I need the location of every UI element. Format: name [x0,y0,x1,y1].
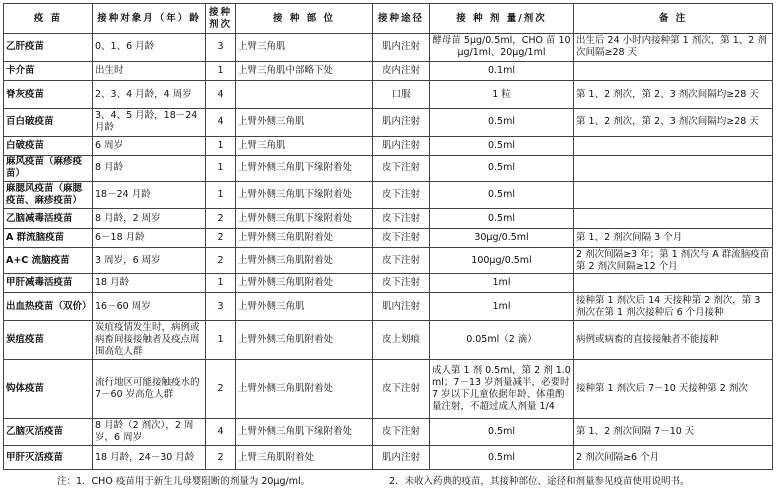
table-row [4,34,773,62]
footnote-1: 注：1．CHO 疫苗用于新生儿母婴阻断的剂量为 20μg/ml。 [57,476,311,487]
site-cell: 上臂外侧三角肌下缘附着处 [236,209,373,228]
site-cell: 上臂三角肌 [236,136,373,155]
amount-cell: 0.05ml（2 滴） [430,321,574,360]
notes-cell: 第 1、2 剂次间隔 3 个月 [574,228,773,247]
header-age: 接种对象月（年）龄 [93,4,206,34]
site-cell: 上臂外侧三角肌附着处 [236,360,373,418]
table-row [4,273,773,292]
notes-cell [574,209,773,228]
age-cell: 8 月龄 [93,156,206,182]
site-cell: 上臂外侧三角肌附着处 [236,248,373,274]
table-row [4,418,773,446]
table-row [4,181,773,209]
doses-cell: 1 [206,273,236,292]
age-cell: 18－24 月龄 [93,181,206,209]
amount-cell: 1ml [430,273,574,292]
route-cell: 皮内注射 [373,61,430,80]
site-cell: 上臂外侧三角肌 [236,293,373,321]
route-cell: 口服 [373,81,430,109]
vaccine-cell: 脊灰疫苗 [4,81,93,109]
age-cell: 18 月龄，24－30 月龄 [93,446,206,470]
notes-cell: 接种第 1 剂次后 14 天接种第 2 剂次，第 3 剂次在第 1 剂次接种后 6 个月接种 [574,293,773,321]
doses-cell: 4 [206,418,236,446]
site-cell [236,81,373,109]
site-cell: 上臂三角肌中部略下处 [236,61,373,80]
amount-cell: 30μg/0.5ml [430,228,574,247]
age-cell: 3 周岁，6 周岁 [93,248,206,274]
doses-cell: 4 [206,81,236,109]
notes-cell: 2 剂次间隔≥3 年；第 1 剂次与 A 群流脑疫苗第 2 剂次间隔≥12 个月 [574,248,773,274]
footnotes [0,473,776,491]
table-row [4,156,773,182]
route-cell: 皮下注射 [373,228,430,247]
route-cell: 皮下注射 [373,418,430,446]
amount-cell: 0.1ml [430,61,574,80]
site-cell: 上臂外侧三角肌附着处 [236,321,373,360]
notes-cell: 接种第 1 剂次后 7－10 天接种第 2 剂次 [574,360,773,418]
vaccine-cell: 乙脑灭活疫苗 [4,418,93,446]
doses-cell: 1 [206,321,236,360]
table-row [4,108,773,136]
vaccine-cell: 钩体疫苗 [4,360,93,418]
header-row [4,4,773,34]
site-cell: 上臂外侧三角肌附着处 [236,273,373,292]
age-cell: 炭疽疫情发生时，病例或病畜间接接触者及疫点周围高危人群 [93,321,206,360]
doses-cell: 1 [206,156,236,182]
vaccine-cell: 白破疫苗 [4,136,93,155]
table-row [4,228,773,247]
notes-cell: 第 1、2 剂次，第 2、3 剂次间隔均≥28 天 [574,81,773,109]
amount-cell: 0.5ml [430,418,574,446]
notes-cell [574,61,773,80]
notes-cell: 第 1、2 剂次，第 2、3 剂次间隔均≥28 天 [574,108,773,136]
notes-cell [574,136,773,155]
amount-cell: 0.5ml [430,136,574,155]
notes-cell [574,156,773,182]
route-cell: 皮下注射 [373,360,430,418]
route-cell: 皮上划痕 [373,321,430,360]
header-vaccine: 疫 苗 [4,4,93,34]
vaccine-cell: 甲肝灭活疫苗 [4,446,93,470]
age-cell: 0、1、6 月龄 [93,34,206,62]
vaccine-cell: A 群流脑疫苗 [4,228,93,247]
amount-cell: 酵母苗 5μg/0.5ml，CHO 苗 10μg/1ml、20μg/1ml [430,34,574,62]
vaccine-cell: 甲肝减毒活疫苗 [4,273,93,292]
amount-cell: 0.5ml [430,108,574,136]
doses-cell: 1 [206,61,236,80]
age-cell: 流行地区可能接触疫水的 7－60 岁高危人群 [93,360,206,418]
route-cell: 皮下注射 [373,156,430,182]
vaccine-cell: 乙肝疫苗 [4,34,93,62]
route-cell: 肌内注射 [373,108,430,136]
route-cell: 肌内注射 [373,34,430,62]
age-cell: 出生时 [93,61,206,80]
header-doses: 接种剂次 [206,4,236,34]
amount-cell: 1ml [430,293,574,321]
age-cell: 6 周岁 [93,136,206,155]
table-row [4,248,773,274]
doses-cell: 3 [206,34,236,62]
site-cell: 上臂三角肌 [236,34,373,62]
vaccine-cell: A+C 流脑疫苗 [4,248,93,274]
vaccine-cell: 炭疽疫苗 [4,321,93,360]
age-cell: 8 月龄，2 周岁 [93,209,206,228]
route-cell: 皮下注射 [373,273,430,292]
amount-cell: 100μg/0.5ml [430,248,574,274]
vaccine-cell: 出血热疫苗（双价） [4,293,93,321]
table-row [4,61,773,80]
amount-cell: 1 粒 [430,81,574,109]
doses-cell: 2 [206,360,236,418]
site-cell: 上臂外侧三角肌下缘附着处 [236,156,373,182]
table-row [4,209,773,228]
doses-cell: 2 [206,209,236,228]
site-cell: 上臂外侧三角肌 [236,108,373,136]
site-cell: 上臂外侧三角肌下缘附着处 [236,418,373,446]
table-row [4,360,773,418]
amount-cell: 0.5ml [430,181,574,209]
doses-cell: 1 [206,136,236,155]
footnote-2: 2．未收入药典的疫苗，其接种部位、途径和剂量参见疫苗使用说明书。 [389,476,690,487]
route-cell: 肌内注射 [373,446,430,470]
doses-cell: 4 [206,108,236,136]
age-cell: 2、3、4 月龄，4 周岁 [93,81,206,109]
table-row [4,293,773,321]
amount-cell: 成人第 1 剂 0.5ml，第 2 剂 1.0ml；7－13 岁剂量减半，必要时 7 岁以下儿童依据年龄、体重酌量注射，不超过成人剂量 1/4 [430,360,574,418]
header-notes: 备 注 [574,4,773,34]
vaccine-cell: 麻风疫苗（麻疹疫苗） [4,156,93,182]
notes-cell [574,273,773,292]
doses-cell: 2 [206,248,236,274]
route-cell: 肌内注射 [373,136,430,155]
route-cell: 皮下注射 [373,181,430,209]
age-cell: 3、4、5 月龄，18－24 月龄 [93,108,206,136]
age-cell: 16－60 周岁 [93,293,206,321]
vaccine-cell: 卡介苗 [4,61,93,80]
route-cell: 皮下注射 [373,209,430,228]
header-route: 接种途径 [373,4,430,34]
route-cell: 肌内注射 [373,293,430,321]
amount-cell: 0.5ml [430,446,574,470]
immunization-schedule-table [3,3,773,470]
vaccine-cell: 百白破疫苗 [4,108,93,136]
doses-cell: 3 [206,293,236,321]
doses-cell: 1 [206,181,236,209]
doses-cell: 2 [206,228,236,247]
notes-cell: 2 剂次间隔≥6 个月 [574,446,773,470]
amount-cell: 0.5ml [430,156,574,182]
site-cell: 上臂三角肌附着处 [236,446,373,470]
notes-cell: 病例或病畜的直接接触者不能接种 [574,321,773,360]
vaccine-cell: 麻腮风疫苗（麻腮疫苗、麻疹疫苗） [4,181,93,209]
age-cell: 18 月龄 [93,273,206,292]
notes-cell: 第 1、2 剂次间隔 7－10 天 [574,418,773,446]
route-cell: 皮下注射 [373,248,430,274]
vaccine-cell: 乙脑减毒活疫苗 [4,209,93,228]
site-cell: 上臂外侧三角肌附着处 [236,228,373,247]
site-cell: 上臂外侧三角肌下缘附着处 [236,181,373,209]
table-row [4,81,773,109]
notes-cell [574,181,773,209]
age-cell: 8 月龄（2 剂次），2 周岁，6 周岁 [93,418,206,446]
table-row [4,321,773,360]
table-row [4,446,773,470]
doses-cell: 2 [206,446,236,470]
table-row [4,136,773,155]
amount-cell: 0.5ml [430,209,574,228]
header-amount: 接 种 剂 量/剂次 [430,4,574,34]
notes-cell: 出生后 24 小时内接种第 1 剂次，第 1、2 剂次间隔≥28 天 [574,34,773,62]
age-cell: 6－18 月龄 [93,228,206,247]
header-site: 接 种 部 位 [236,4,373,34]
